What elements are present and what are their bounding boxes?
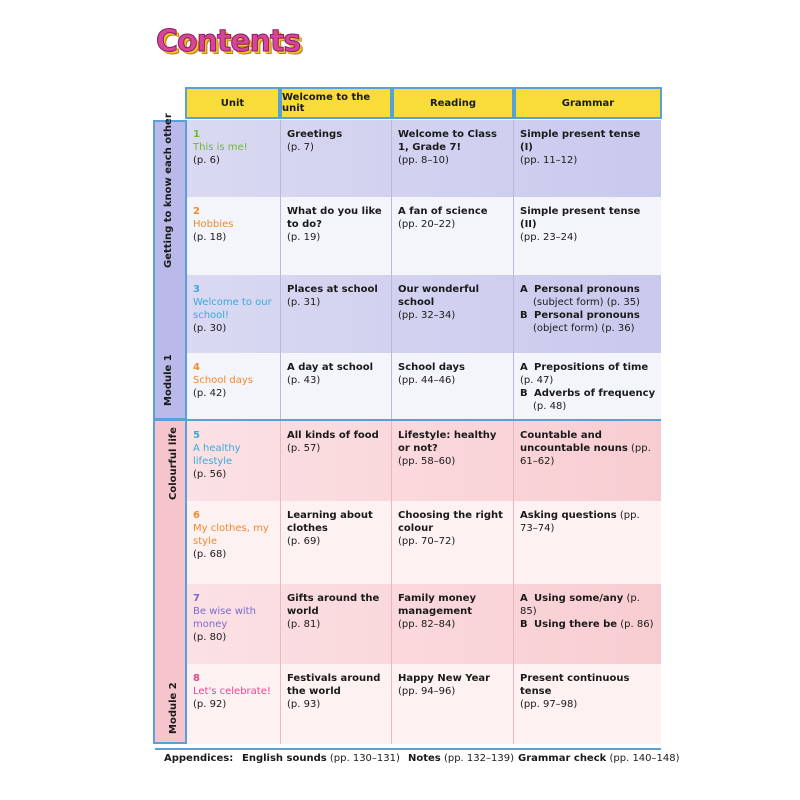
welcome-cell [280, 501, 391, 584]
welcome-cell [280, 421, 391, 501]
welcome-cell [280, 353, 391, 419]
reading-title: Welcome to Class 1, Grade 7! [398, 129, 497, 153]
unit-title: Let's celebrate! [193, 686, 271, 697]
unit-title: This is me! [193, 142, 248, 153]
reading-page: (pp. 94–96) [398, 686, 456, 697]
unit-row-7 [187, 584, 661, 664]
unit-title: My clothes, my style [193, 523, 269, 547]
welcome-title: Festivals around the world [287, 673, 381, 697]
grammar-title: Present continuous tense [520, 673, 630, 697]
reading-cell [391, 584, 513, 664]
grammar-label: A [520, 362, 528, 373]
header-welcome: Welcome to the unit [280, 87, 392, 119]
unit-row-3 [187, 275, 661, 353]
unit-page: (p. 6) [193, 155, 220, 166]
welcome-cell [280, 197, 391, 275]
unit-title: Welcome to our school! [193, 297, 272, 321]
reading-cell [391, 353, 513, 419]
unit-number: 7 [193, 593, 200, 604]
reading-cell [391, 120, 513, 197]
welcome-page: (p. 7) [287, 142, 314, 153]
grammar-item-b [520, 618, 656, 631]
welcome-page: (p. 69) [287, 536, 321, 547]
grammar-cell [513, 120, 661, 197]
unit-row-4 [187, 353, 661, 419]
reading-cell [391, 501, 513, 584]
grammar-item-b [520, 309, 656, 335]
welcome-page: (p. 19) [287, 232, 321, 243]
appendix-title: Grammar check [518, 753, 607, 764]
grammar-title: Simple present tense (II) [520, 206, 641, 230]
appendix-grammar-check [518, 753, 680, 764]
reading-title: Happy New Year [398, 673, 491, 684]
unit-title: Hobbies [193, 219, 234, 230]
unit-number: 1 [193, 129, 200, 140]
grammar-item-b [520, 387, 656, 413]
appendix-title: English sounds [242, 753, 327, 764]
module-2-label: Module 2 [168, 682, 179, 734]
page-title: Contents [156, 24, 301, 59]
welcome-page: (p. 43) [287, 375, 321, 386]
grammar-page: (pp. 61–62) [520, 443, 651, 467]
welcome-cell [280, 275, 391, 353]
unit-number: 2 [193, 206, 200, 217]
grammar-item-a [520, 283, 656, 309]
welcome-title: A day at school [287, 362, 373, 373]
welcome-page: (p. 81) [287, 619, 321, 630]
unit-page: (p. 18) [193, 232, 227, 243]
grammar-title: Adverbs of frequency [534, 388, 656, 399]
welcome-page: (p. 57) [287, 443, 321, 454]
module-1-theme: Getting to know each other [163, 113, 174, 268]
unit-cell [187, 275, 280, 353]
welcome-page: (p. 93) [287, 699, 321, 710]
unit-title: Be wise with money [193, 606, 256, 630]
grammar-title: Personal pronouns [534, 310, 640, 321]
grammar-cell [513, 501, 661, 584]
unit-page: (p. 80) [193, 632, 227, 643]
grammar-page: (p. 86) [620, 619, 654, 630]
grammar-cell [513, 197, 661, 275]
unit-row-5 [187, 421, 661, 501]
unit-cell [187, 421, 280, 501]
unit-number: 5 [193, 430, 200, 441]
reading-page: (pp. 20–22) [398, 219, 456, 230]
unit-row-6 [187, 501, 661, 584]
reading-page: (pp. 58–60) [398, 456, 456, 467]
unit-number: 6 [193, 510, 200, 521]
grammar-item-a [520, 361, 656, 387]
unit-page: (p. 30) [193, 323, 227, 334]
grammar-cell [513, 664, 661, 744]
grammar-cell [513, 421, 661, 501]
reading-cell [391, 664, 513, 744]
reading-title: Choosing the right colour [398, 510, 503, 534]
unit-title: School days [193, 375, 253, 386]
appendix-english-sounds [242, 753, 400, 764]
grammar-title: Asking questions [520, 510, 617, 521]
unit-page: (p. 92) [193, 699, 227, 710]
unit-page: (p. 68) [193, 549, 227, 560]
unit-cell [187, 501, 280, 584]
grammar-page: (p. 48) [533, 401, 567, 412]
unit-page: (p. 42) [193, 388, 227, 399]
unit-cell [187, 584, 280, 664]
reading-cell [391, 275, 513, 353]
grammar-title: Using some/any [534, 593, 624, 604]
header-unit: Unit [185, 87, 280, 119]
welcome-title: Greetings [287, 129, 343, 140]
welcome-page: (p. 31) [287, 297, 321, 308]
unit-number: 4 [193, 362, 200, 373]
appendix-title: Notes [408, 753, 441, 764]
module-1-label: Module 1 [163, 354, 174, 406]
reading-page: (pp. 70–72) [398, 536, 456, 547]
appendices-label: Appendices: [164, 753, 234, 764]
grammar-item-a [520, 592, 656, 618]
reading-title: A fan of science [398, 206, 488, 217]
welcome-cell [280, 584, 391, 664]
grammar-page: (pp. 97–98) [520, 699, 578, 710]
grammar-title: Countable and uncountable nouns [520, 430, 628, 454]
appendix-notes [408, 753, 514, 764]
reading-page: (pp. 32–34) [398, 310, 456, 321]
reading-page: (pp. 44–46) [398, 375, 456, 386]
grammar-title: Personal pronouns [534, 284, 640, 295]
reading-title: School days [398, 362, 465, 373]
grammar-cell [513, 584, 661, 664]
reading-page: (pp. 8–10) [398, 155, 449, 166]
unit-cell [187, 197, 280, 275]
reading-title: Our wonderful school [398, 284, 480, 308]
module-2-theme: Colourful life [168, 427, 179, 500]
grammar-cell [513, 275, 661, 353]
welcome-title: All kinds of food [287, 430, 379, 441]
reading-title: Lifestyle: healthy or not? [398, 430, 497, 454]
welcome-title: Places at school [287, 284, 378, 295]
welcome-title: What do you like to do? [287, 206, 382, 230]
unit-title: A healthy lifestyle [193, 443, 241, 467]
reading-title: Family money management [398, 593, 476, 617]
grammar-cell [513, 353, 661, 419]
welcome-title: Learning about clothes [287, 510, 373, 534]
welcome-title: Gifts around the world [287, 593, 380, 617]
grammar-label: B [520, 310, 528, 321]
grammar-page: (object form) (p. 36) [533, 323, 635, 334]
unit-number: 8 [193, 673, 200, 684]
appendix-pages: (pp. 130–131) [329, 753, 400, 764]
footer-divider [155, 748, 661, 750]
reading-cell [391, 197, 513, 275]
grammar-label: B [520, 388, 528, 399]
unit-cell [187, 353, 280, 419]
grammar-title: Using there be [534, 619, 618, 630]
grammar-page: (p. 47) [520, 375, 554, 386]
grammar-page: (p. 85) [520, 593, 640, 617]
unit-cell [187, 664, 280, 744]
reading-cell [391, 421, 513, 501]
grammar-label: A [520, 284, 528, 295]
header-grammar: Grammar [514, 87, 662, 119]
reading-page: (pp. 82–84) [398, 619, 456, 630]
unit-row-1 [187, 120, 661, 197]
grammar-label: A [520, 593, 528, 604]
grammar-page: (pp. 11–12) [520, 155, 578, 166]
grammar-page: (subject form) (p. 35) [533, 297, 640, 308]
unit-row-8 [187, 664, 661, 744]
unit-page: (p. 56) [193, 469, 227, 480]
welcome-cell [280, 120, 391, 197]
welcome-cell [280, 664, 391, 744]
grammar-title: Simple present tense (I) [520, 129, 641, 153]
appendix-pages: (pp. 132–139) [443, 753, 514, 764]
grammar-title: Prepositions of time [534, 362, 649, 373]
appendix-pages: (pp. 140–148) [609, 753, 680, 764]
unit-row-2 [187, 197, 661, 275]
unit-cell [187, 120, 280, 197]
grammar-page: (pp. 23–24) [520, 232, 578, 243]
grammar-label: B [520, 619, 528, 630]
header-reading: Reading [392, 87, 514, 119]
grammar-page: (pp. 73–74) [520, 510, 640, 534]
unit-number: 3 [193, 284, 200, 295]
